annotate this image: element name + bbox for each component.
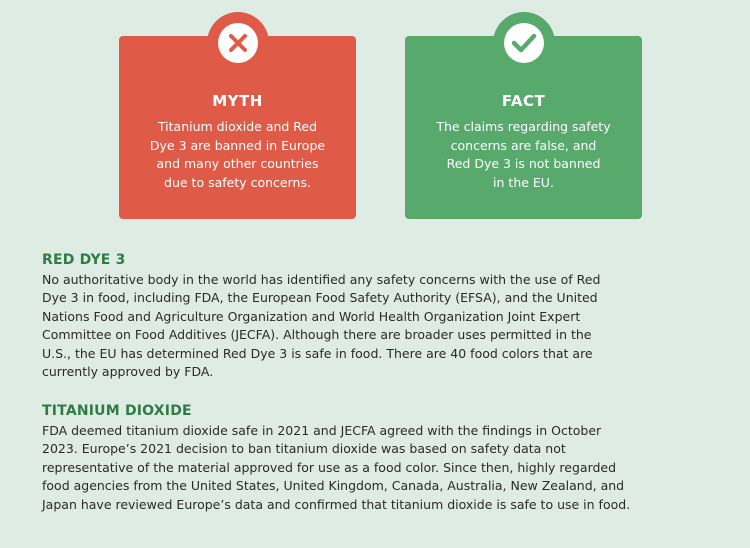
red-dye-heading: RED DYE 3 (42, 252, 126, 268)
fact-text: The claims regarding safety concerns are false, and Red Dye 3 is not banned in the EU. (436, 119, 611, 190)
myth-text: Titanium dioxide and Red Dye 3 are banned in Europe and many other countries due to safety concerns. (149, 119, 326, 190)
myth-badge (207, 12, 269, 74)
red-dye-section (42, 252, 722, 381)
titanium-dioxide-heading: TITANIUM DIOXIDE (42, 403, 192, 419)
red-dye-body: No authoritative body in the world has identified any safety concerns with the use of Red Dye 3 in food, including FDA, the European Food Safety Authority (EFSA), and the United Nations Food and Agriculture Organization and World Health Organization Joint Expert Committee on Food Additives (JECFA). Although there are broader uses permitted in the U.S., the EU has determined Red Dye 3 is safe in food. There are 40 food colors that are currently approved by FDA. (42, 272, 601, 380)
myth-card (119, 36, 356, 219)
myth-title: MYTH (212, 92, 263, 110)
checkmark-icon (511, 32, 537, 54)
titanium-dioxide-body: FDA deemed titanium dioxide safe in 2021 and JECFA agreed with the findings in October 2023. Europe’s 2021 decision to ban titanium dioxide was based on safety data not representative of the material approved for use as a food color. Since then, highly regarded food agencies from the United States, United Kingdom, Canada, Australia, New Zealand, and Japan have reviewed Europe’s data and confirmed that titanium dioxide is safe to use in food. (42, 423, 631, 512)
fact-card (405, 36, 642, 219)
fact-title: FACT (501, 92, 546, 110)
x-icon (227, 32, 249, 54)
fact-badge (493, 12, 555, 74)
titanium-dioxide-section (42, 403, 722, 514)
